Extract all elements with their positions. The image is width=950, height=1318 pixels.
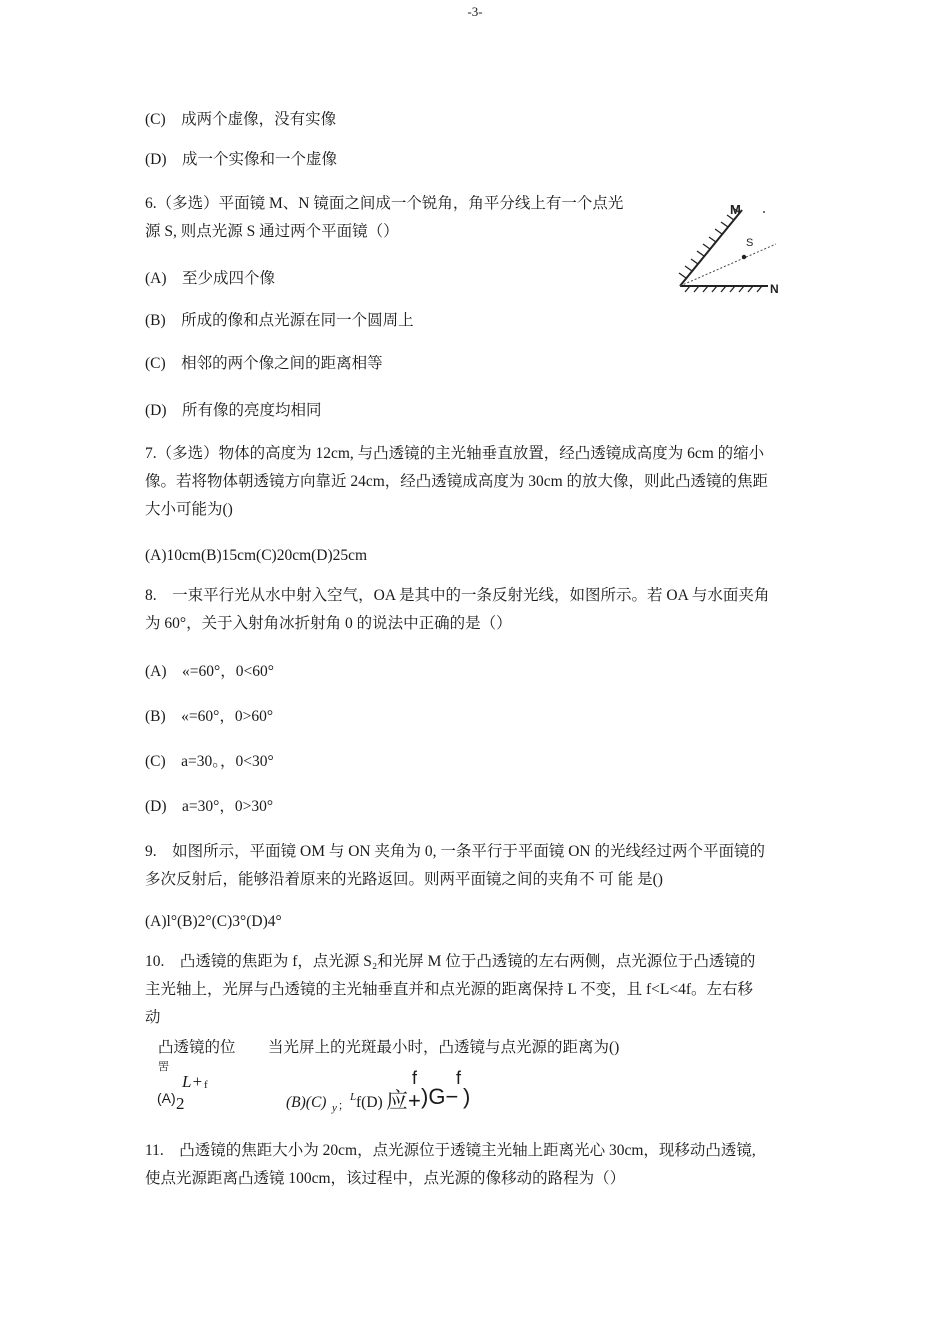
- q9-line-1: 9. 如图所示，平面镜 OM 与 ON 夹角为 0, 一条平行于平面镜 ON 的光线经过两个平面镜的: [145, 843, 766, 860]
- q10-option-d-sup-1: f: [412, 1068, 418, 1088]
- label-m: M: [730, 202, 741, 217]
- q11-line-1: 11. 凸透镜的焦距大小为 20cm，点光源位于透镜主光轴上距离光心 30cm，现移动凸透镜,: [145, 1142, 756, 1159]
- q10-option-d-expr-3: ): [463, 1084, 471, 1109]
- q8-line-2: 为 60°，关于入射角冰折射角 0 的说法中正确的是（）: [145, 615, 512, 632]
- page-number: -3-: [467, 4, 483, 19]
- q10-option-semicolon: ；: [338, 1100, 349, 1112]
- mirror-figure: [672, 196, 790, 298]
- q6-line-1: 6.（多选）平面镜 M、N 镜面之间成一个锐角，角平分线上有一个点光: [145, 195, 624, 212]
- q10-option-a-denominator: 2: [176, 1094, 185, 1113]
- label-n: N: [770, 282, 779, 296]
- stray-dot: [763, 211, 765, 213]
- q8-line-1: 8. 一束平行光从水中射入空气，OA 是其中的一条反射光线，如图所示。若 OA 与水面夹角: [145, 587, 770, 604]
- q10-option-bc: (B)(C): [286, 1094, 327, 1111]
- q7-line-2: 像。若将物体朝透镜方向靠近 24cm，经凸透镜成高度为 30cm 的放大像，则此凸透镜的焦距: [145, 473, 768, 490]
- q10-option-a-f: f: [204, 1079, 208, 1091]
- q11-line-2: 使点光源距离凸透镜 100cm，该过程中，点光源的像移动的路程为（）: [145, 1170, 626, 1187]
- q7-options: (A)10cm(B)15cm(C)20cm(D)25cm: [145, 547, 368, 564]
- q6-option-b: (B) 所成的像和点光源在同一个圆周上: [145, 312, 414, 329]
- q10-line-4a-sub: 罟: [158, 1061, 169, 1073]
- q10-option-d-expr-2: )G−: [421, 1084, 459, 1109]
- q9-options: (A)l°(B)2°(C)3°(D)4°: [145, 913, 282, 930]
- point-source-s: [742, 255, 746, 259]
- q10-option-d-expr-1: 应+: [386, 1088, 421, 1113]
- option-d-prev: (D) 成一个实像和一个虚像: [145, 151, 338, 168]
- q10-line-2: 主光轴上，光屏与凸透镜的主光轴垂直并和点光源的距离保持 L 不变，且 f<L<4f。左右移: [145, 981, 754, 998]
- q10-option-d: f(D): [356, 1094, 383, 1111]
- q8-option-b: (B) «=60°，0>60°: [145, 708, 274, 725]
- q7-line-1: 7.（多选）物体的高度为 12cm, 与凸透镜的主光轴垂直放置，经凸透镜成高度为 6cm 的缩小: [145, 445, 765, 462]
- option-c-prev: (C) 成两个虚像，没有实像: [145, 111, 337, 128]
- q10-line-1: 10. 凸透镜的焦距为 f，点光源 S₂和光屏 M 位于凸透镜的左右两侧，点光源位于凸透镜的: [145, 953, 756, 970]
- q10-option-a-numerator: L+: [182, 1072, 203, 1091]
- q8-option-c: (C) a=30。，0<30°: [145, 753, 274, 770]
- q10-line-3: 动: [145, 1009, 161, 1026]
- q6-option-d: (D) 所有像的亮度均相同: [145, 402, 322, 419]
- q10-option-l: L: [350, 1091, 357, 1103]
- q6-option-a: (A) 至少成四个像: [145, 270, 276, 287]
- q6-option-c: (C) 相邻的两个像之间的距离相等: [145, 355, 383, 372]
- q10-option-y: y: [332, 1102, 337, 1114]
- q8-option-d: (D) a=30°，0>30°: [145, 798, 274, 815]
- q10-line-4a: 凸透镜的位: [158, 1039, 236, 1056]
- label-s: S: [746, 237, 754, 249]
- q9-line-2: 多次反射后，能够沿着原来的光路返回。则两平面镜之间的夹角不 可 能 是(): [145, 871, 663, 888]
- q6-line-2: 源 S, 则点光源 S 通过两个平面镜（）: [145, 223, 399, 240]
- q10-line-4b: 当光屏上的光斑最小时，凸透镜与点光源的距离为(): [268, 1039, 620, 1056]
- q7-line-3: 大小可能为(): [145, 501, 233, 518]
- q8-option-a: (A) «=60°，0<60°: [145, 663, 274, 680]
- angle-bisector: [680, 244, 776, 286]
- q10-option-a: (A): [157, 1090, 176, 1106]
- mirror-m: [679, 208, 742, 286]
- mirror-n: [680, 286, 768, 292]
- q10-option-d-sup-2: f: [456, 1068, 462, 1088]
